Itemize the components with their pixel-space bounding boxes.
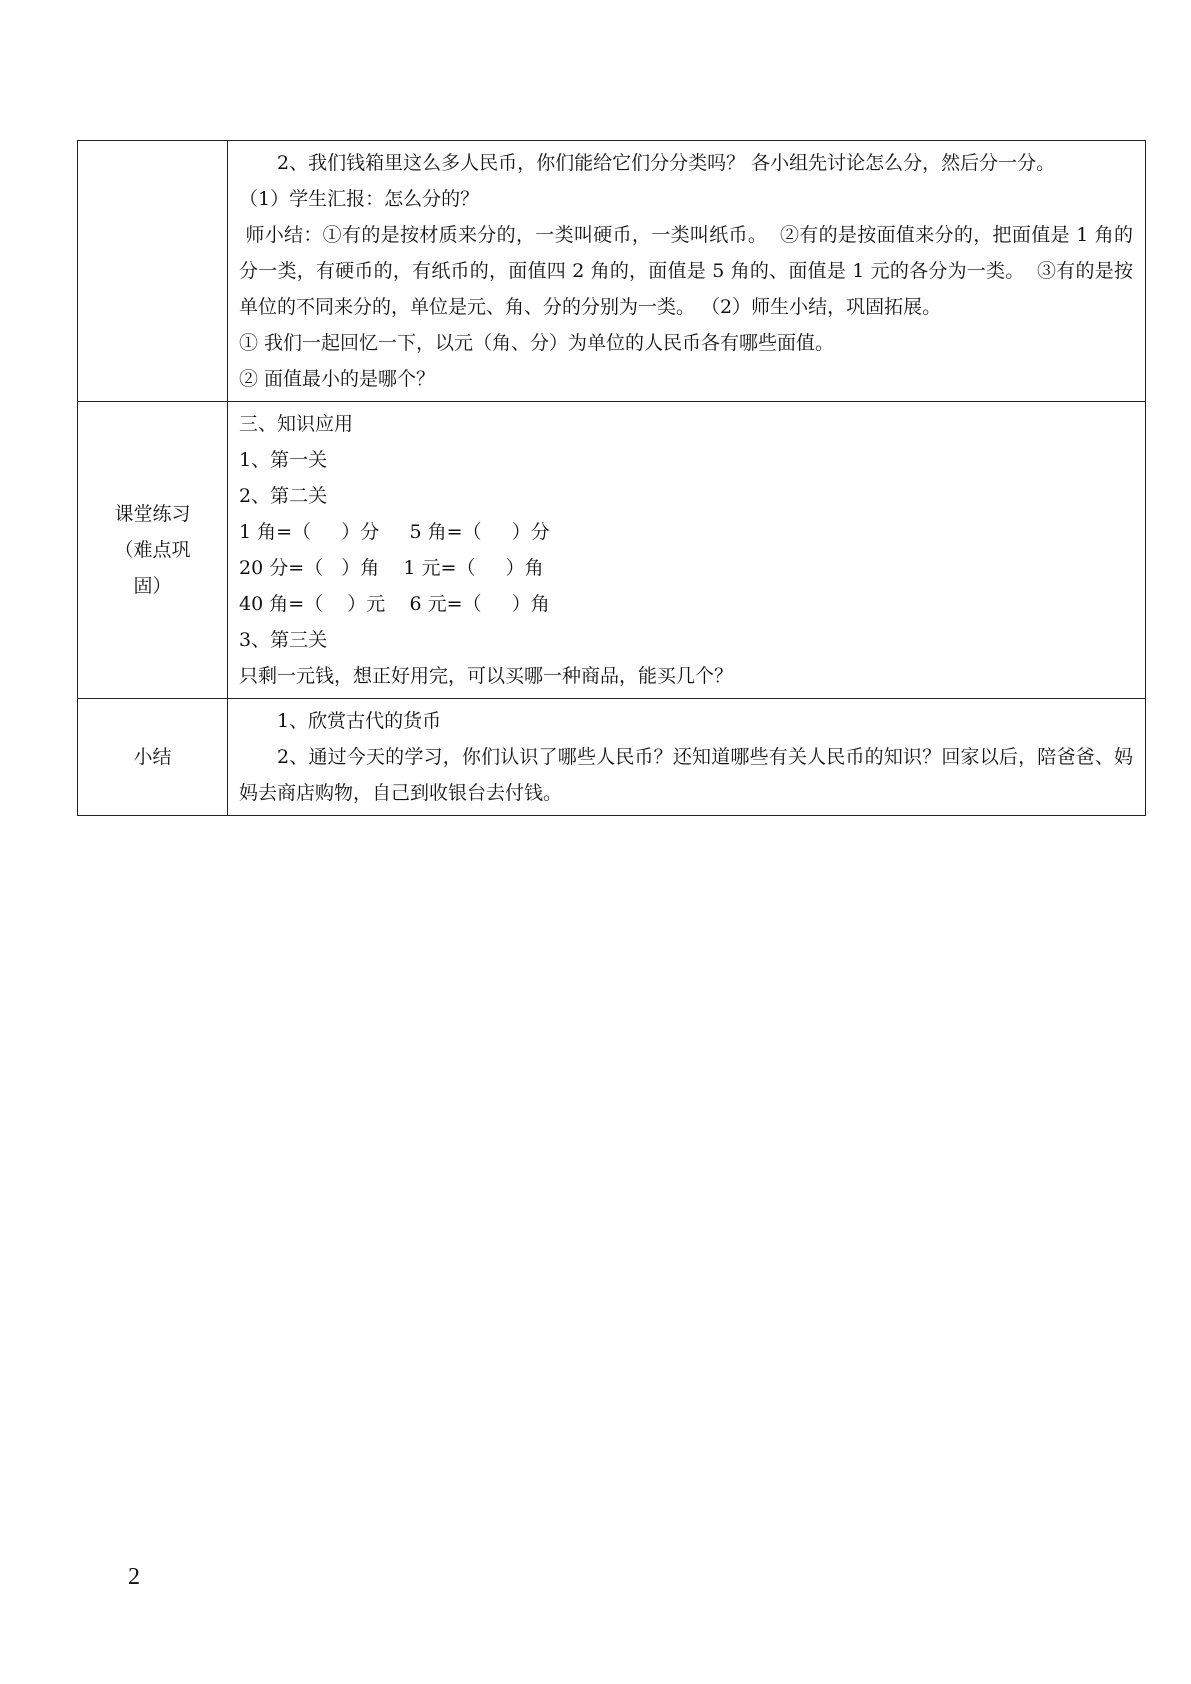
content-line: ② 面值最小的是哪个？ [239, 368, 436, 390]
content-line: 只剩一元钱，想正好用完，可以买哪一种商品，能买几个？ [239, 665, 734, 687]
content-line: 2、第二关 [239, 485, 328, 507]
row-content-cell [228, 141, 1146, 402]
content-line: 2、我们钱箱里这么多人民币，你们能给它们分分类吗？ 各小组先讨论怎么分，然后分一分。 [277, 152, 1056, 174]
lesson-plan-table [77, 140, 1146, 816]
row-label-line: 课堂练习 [114, 503, 191, 525]
table-row [78, 141, 1146, 402]
content-line: 3、第三关 [239, 629, 328, 651]
row-content-cell [228, 699, 1146, 816]
content-line: 师小结：①有的是按材质来分的，一类叫硬币，一类叫纸币。 ②有的是按面值来分的，把面值是 1 角的分一类，有硬币的，有纸币的，面值四 2 角的，面值是 5 角的、面值是 1 元的各分为一类。 ③有的是按单位的不同来分的，单位是元、角、分的分别为一类。 （2）师生小结，巩固拓展。 [239, 224, 1134, 318]
page-number: 2 [128, 1564, 140, 1590]
content-line: 40 角=（ ）元 6 元=（ ）角 [239, 593, 550, 615]
row-label [78, 496, 227, 604]
content-line: （1）学生汇报：怎么分的？ [239, 188, 480, 210]
content-line: ① 我们一起回忆一下，以元（角、分）为单位的人民币各有哪些面值。 [239, 332, 835, 354]
row-label-cell [78, 141, 228, 402]
row-label [78, 739, 227, 775]
row-content-cell [228, 402, 1146, 699]
content-line: 1、第一关 [239, 449, 328, 471]
row-label-cell [78, 402, 228, 699]
table-row [78, 699, 1146, 816]
content-line: 1 角=（ ）分 5 角=（ ）分 [239, 521, 550, 543]
content-line: 三、知识应用 [239, 413, 354, 435]
row-label-cell [78, 699, 228, 816]
row-label-line: 固） [133, 575, 172, 597]
table-row [78, 402, 1146, 699]
content-line: 1、欣赏古代的货币 [277, 710, 442, 732]
row-label-line: （难点巩 [114, 539, 191, 561]
content-line: 20 分=（ ）角 1 元=（ ）角 [239, 557, 544, 579]
row-label-line: 小结 [133, 746, 172, 768]
content-line: 2、通过今天的学习，你们认识了哪些人民币？还知道哪些有关人民币的知识？回家以后，陪爸爸、妈妈去商店购物，自己到收银台去付钱。 [239, 746, 1133, 804]
